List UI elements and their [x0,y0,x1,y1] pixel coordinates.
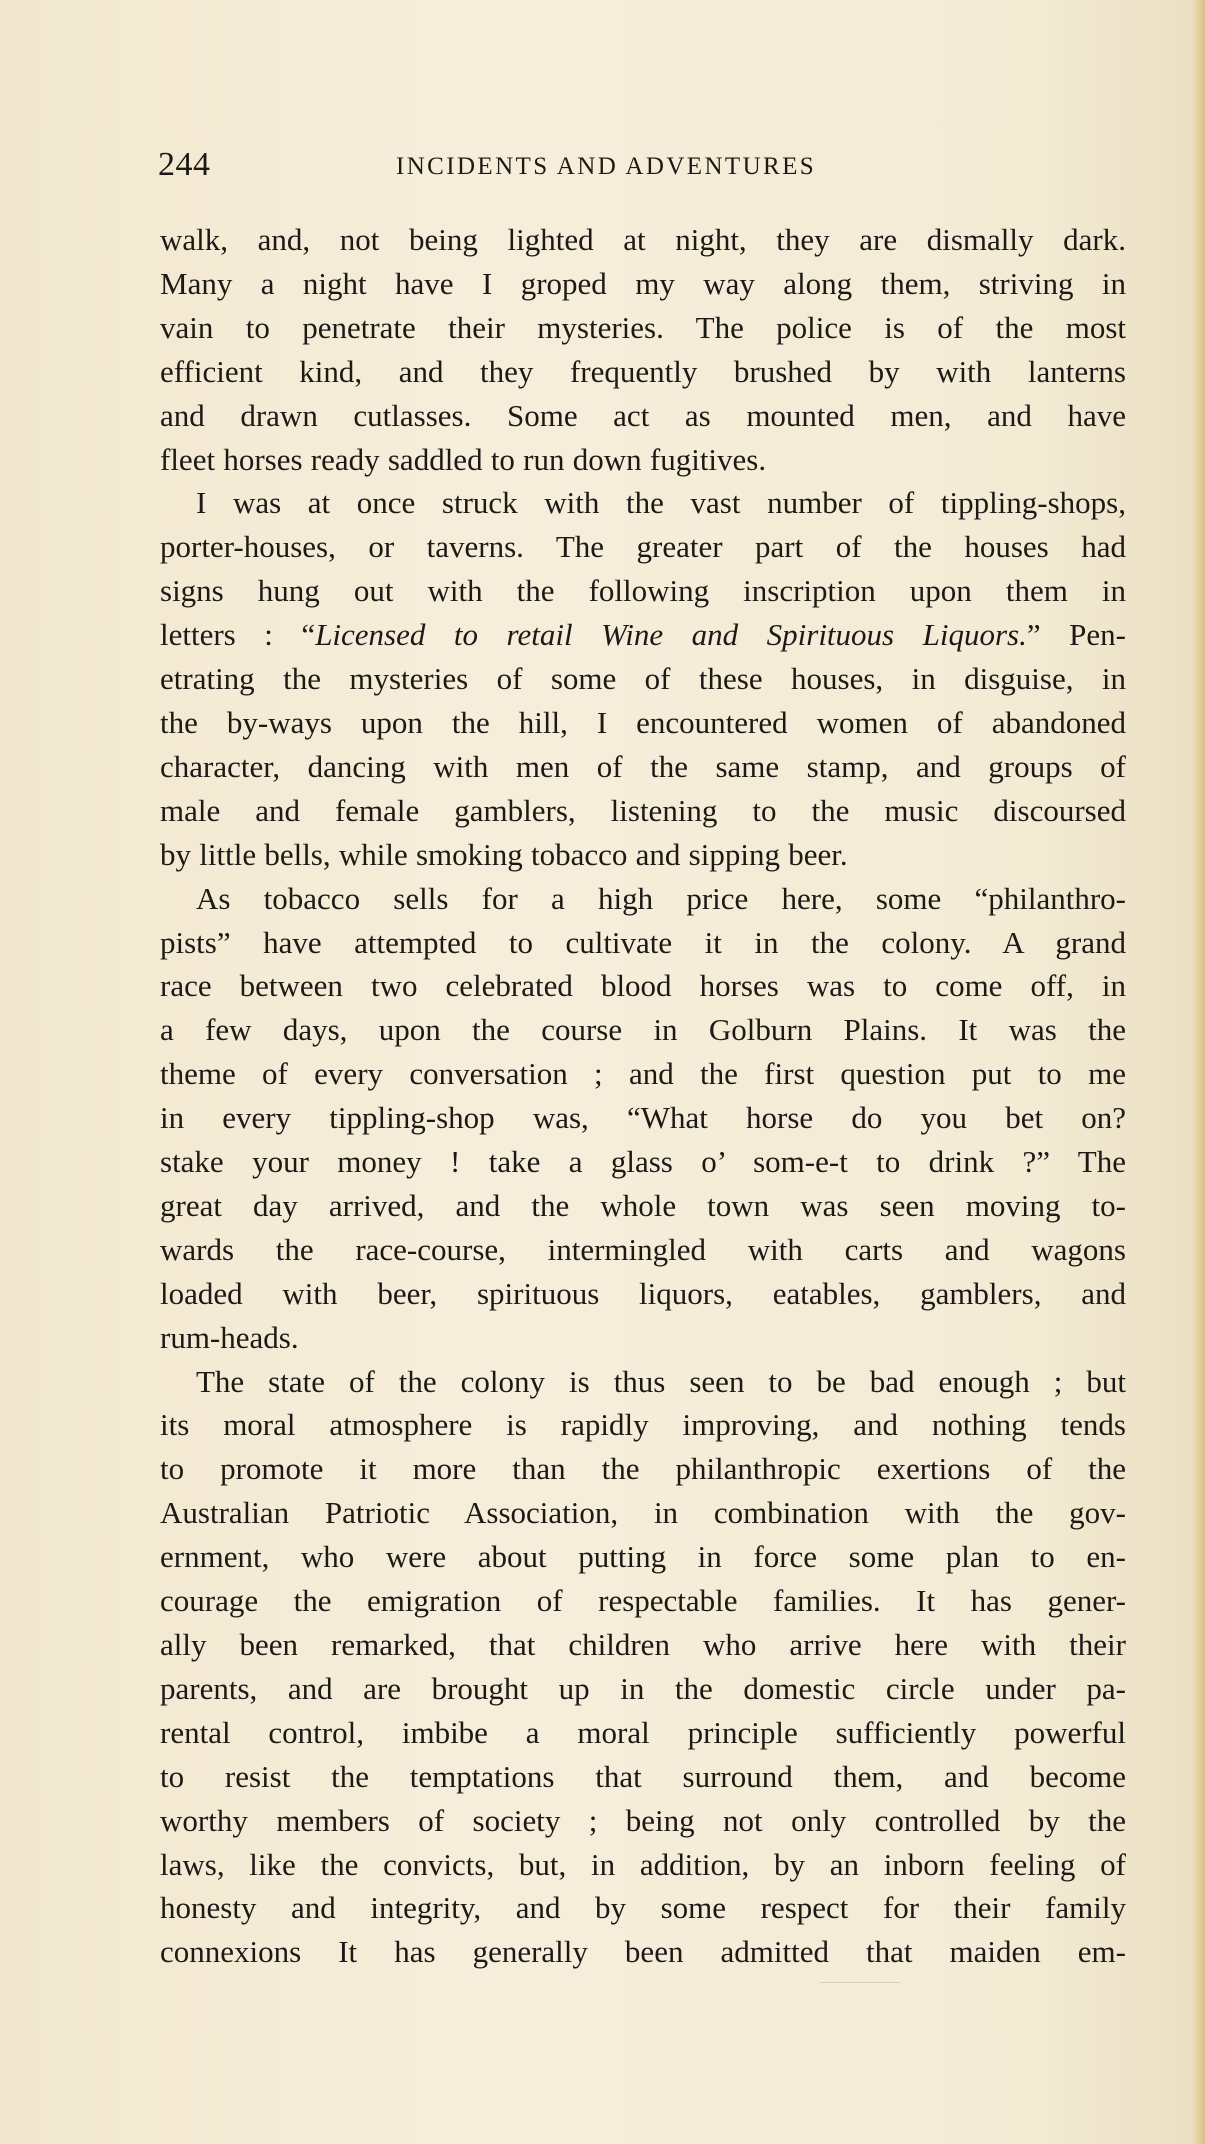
body-text [160,218,1126,1974]
text-line: fleet horses ready saddled to run down fugitives. [160,441,767,477]
text-line: ally been remarked, that children who arrive here with their [160,1627,1126,1662]
inscription-text: Licensed to retail Wine and Spirituous Liquors. [315,617,1027,653]
text-line: rental control, imbibe a moral principle sufficiently powerful [160,1714,1126,1750]
text-line: theme of every conversation ; and the first question put to me [160,1056,1126,1092]
inscription-suffix: ” Pen- [1026,617,1126,653]
page-header [158,140,898,190]
text-line: connexions It has generally been admitted that maiden em- [160,1934,1126,1970]
text-line: and drawn cutlasses. Some act as mounted men, and have [160,397,1126,433]
text-line: loaded with beer, spirituous liquors, eatables, gamblers, and [160,1275,1126,1311]
text-line: worthy members of society ; being not only controlled by the [160,1802,1126,1838]
text-line: its moral atmosphere is rapidly improving, and nothing tends [160,1407,1126,1443]
text-line: wards the race-course, intermingled with carts and wagons [160,1231,1126,1267]
text-line: etrating the mysteries of some of these houses, in disguise, in [160,661,1126,697]
text-line: Australian Patriotic Association, in combination with the gov- [160,1495,1126,1531]
text-line: efficient kind, and they frequently brushed by with lanterns [160,353,1126,389]
running-title: INCIDENTS AND ADVENTURES [396,153,817,180]
text-line: ernment, who were about putting in force some plan to en- [160,1539,1126,1575]
text-line: to promote it more than the philanthropic exertions of the [160,1451,1126,1487]
text-line: laws, like the convicts, but, in addition, by an inborn feeling of [160,1846,1126,1882]
text-line: male and female gamblers, listening to the music discoursed [160,792,1126,828]
text-line: a few days, upon the course in Golburn Plains. It was the [160,1012,1126,1048]
inscription-line [160,613,1126,657]
text-line: The state of the colony is thus seen to be bad enough ; but [196,1363,1126,1399]
text-line: honesty and integrity, and by some respect for their family [160,1890,1126,1926]
text-line: courage the emigration of respectable families. It has gener- [160,1583,1126,1619]
text-line: parents, and are brought up in the domestic circle under pa- [160,1670,1126,1706]
inscription-prefix: letters : “ [160,617,316,653]
text-line: race between two celebrated blood horses was to come off, in [160,968,1126,1004]
text-line: the by-ways upon the hill, I encountered women of abandoned [160,704,1126,740]
text-line: signs hung out with the following inscription upon them in [160,573,1126,609]
paragraph-3 [160,877,1126,1360]
text-line: rum-heads. [160,1319,299,1355]
text-line: I was at once struck with the vast number of tippling-shops, [196,485,1126,521]
text-line: in every tippling-shop was, “What horse do you bet on? [160,1100,1126,1136]
faint-rule [820,1982,900,1983]
text-line: porter-houses, or taverns. The greater part of the houses had [160,529,1126,565]
text-line: great day arrived, and the whole town was seen moving to- [160,1187,1126,1223]
text-line: to resist the temptations that surround them, and become [160,1758,1126,1794]
paragraph-1 [160,218,1126,481]
text-line: by little bells, while smoking tobacco and sipping beer. [160,836,848,872]
paragraph-2 [160,481,1126,876]
text-line: Many a night have I groped my way along them, striving in [160,265,1126,301]
text-line: character, dancing with men of the same stamp, and groups of [160,748,1126,784]
page-edge-shadow [1191,0,1205,2144]
paragraph-4 [160,1360,1126,1975]
page-number: 244 [158,146,211,183]
text-line: vain to penetrate their mysteries. The police is of the most [160,309,1126,345]
text-line: As tobacco sells for a high price here, some “philanthro- [196,880,1126,916]
text-line: walk, and, not being lighted at night, they are dismally dark. [160,222,1126,257]
text-line: pists” have attempted to cultivate it in the colony. A grand [160,924,1126,960]
text-line: stake your money ! take a glass o’ som-e-t to drink ?” The [160,1144,1126,1180]
